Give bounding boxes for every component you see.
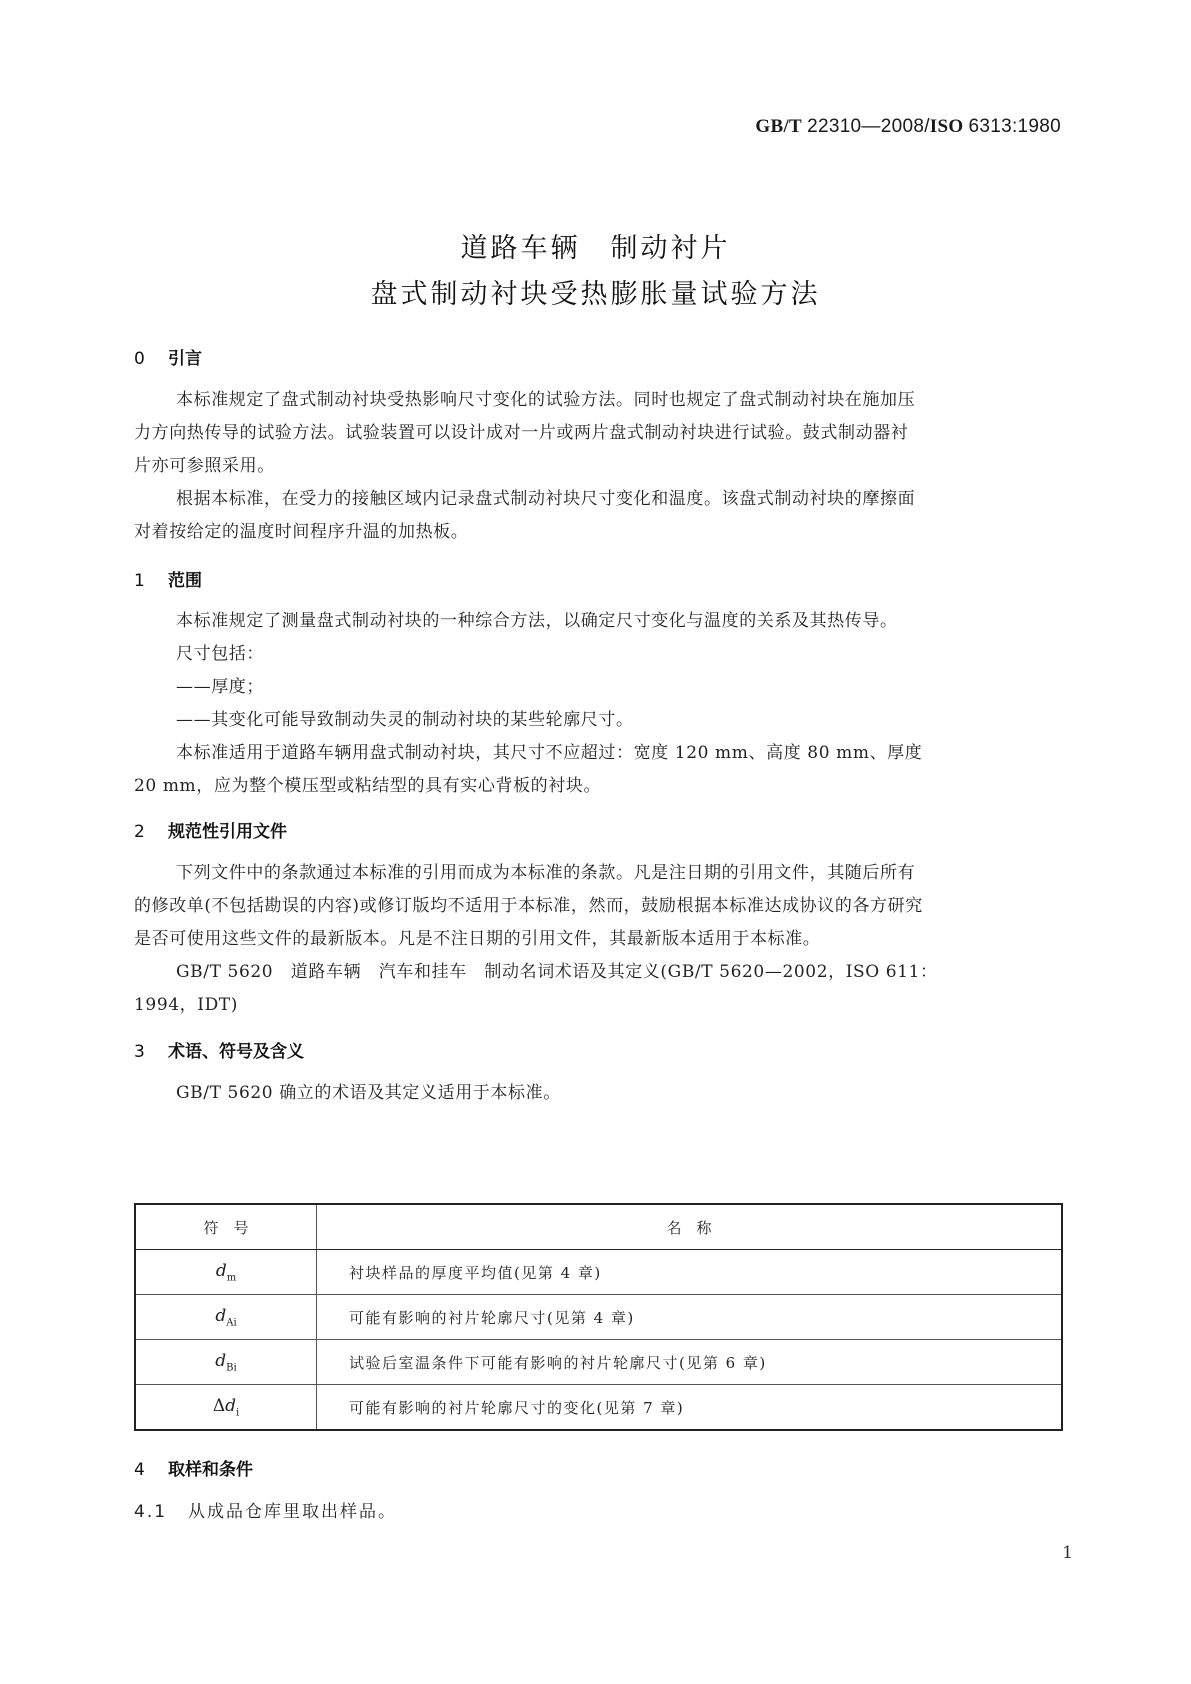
section-title: 取样和条件: [168, 1460, 253, 1480]
section-title: 范围: [168, 571, 202, 591]
section-title: 引言: [168, 349, 202, 369]
text-line: 力方向热传导的试验方法。试验装置可以设计成对一片或两片盘式制动衬块进行试验。鼓式制动器衬: [134, 423, 909, 443]
symbol-cell: $d_m$: [135, 1250, 317, 1295]
clause-4-1: [134, 1497, 397, 1522]
section-1-body: [134, 605, 1062, 803]
name-cell: 衬块样品的厚度平均值(见第 4 章): [317, 1250, 1063, 1295]
iso-number: 6313:1980: [968, 116, 1061, 137]
page-number: 1: [1062, 1543, 1073, 1563]
title-line-1: 道路车辆 制动衬片: [460, 233, 731, 264]
reference-entry: 1994，IDT): [134, 995, 238, 1015]
section-number: 2: [134, 822, 145, 842]
name-cell: 可能有影响的衬片轮廓尺寸(见第 4 章): [317, 1295, 1063, 1340]
standard-code: [755, 116, 1061, 138]
table-row: [135, 1250, 1062, 1295]
name-cell: 可能有影响的衬片轮廓尺寸的变化(见第 7 章): [317, 1385, 1063, 1431]
section-0-paragraph-1: [134, 384, 1062, 483]
text-line: 本标准规定了测量盘式制动衬块的一种综合方法，以确定尺寸变化与温度的关系及其热传导。: [176, 611, 898, 631]
section-number: 1: [134, 571, 145, 591]
section-number: 4: [134, 1460, 145, 1480]
section-3-body: [134, 1077, 1062, 1110]
section-number: 3: [134, 1042, 145, 1062]
name-cell: 试验后室温条件下可能有影响的衬片轮廓尺寸(见第 6 章): [317, 1340, 1063, 1385]
column-header-symbol: 符 号: [135, 1204, 317, 1250]
table-row: [135, 1385, 1062, 1431]
reference-entry: GB/T 5620 道路车辆 汽车和挂车 制动名词术语及其定义(GB/T 5620—2002，ISO 611：: [176, 962, 938, 982]
symbol-cell: $d_{Ai}$: [135, 1295, 317, 1340]
title-line-2: 盘式制动衬块受热膨胀量试验方法: [370, 279, 821, 310]
section-0-heading: [134, 344, 202, 369]
section-2-body: [134, 857, 1062, 1022]
section-4-heading: [134, 1455, 253, 1480]
table-row: [135, 1295, 1062, 1340]
text-line: 本标准规定了盘式制动衬块受热影响尺寸变化的试验方法。同时也规定了盘式制动衬块在施加压: [176, 390, 916, 410]
standard-prefix: GB/T: [755, 116, 803, 137]
text-line: 是否可使用这些文件的最新版本。凡是不注日期的引用文件，其最新版本适用于本标准。: [134, 929, 821, 949]
text-line: 本标准适用于道路车辆用盘式制动衬块，其尺寸不应超过：宽度 120 mm、高度 80 mm、厚度: [176, 743, 923, 763]
section-title: 规范性引用文件: [168, 822, 287, 842]
symbols-table: [134, 1203, 1063, 1431]
table-header-row: [135, 1204, 1062, 1250]
table-row: [135, 1340, 1062, 1385]
clause-text: 从成品仓库里取出样品。: [188, 1502, 397, 1522]
standard-number: 22310—2008/: [807, 116, 930, 137]
section-3-heading: [134, 1037, 304, 1062]
section-2-heading: [134, 817, 287, 842]
text-line: 片亦可参照采用。: [134, 456, 275, 476]
section-1-heading: [134, 566, 202, 591]
text-line: GB/T 5620 确立的术语及其定义适用于本标准。: [176, 1083, 561, 1103]
section-0-paragraph-2: [134, 483, 1062, 549]
text-line: 的修改单(不包括勘误的内容)或修订版均不适用于本标准，然而，鼓励根据本标准达成协议的各方研究: [134, 896, 923, 916]
list-item: ——其变化可能导致制动失灵的制动衬块的某些轮廓尺寸。: [176, 710, 634, 730]
column-header-name: 名 称: [317, 1204, 1063, 1250]
symbol-cell: $d_{Bi}$: [135, 1340, 317, 1385]
text-line: 尺寸包括：: [176, 644, 264, 664]
text-line: 根据本标准，在受力的接触区域内记录盘式制动衬块尺寸变化和温度。该盘式制动衬块的摩擦面: [176, 489, 916, 509]
text-line: 对着按给定的温度时间程序升温的加热板。: [134, 522, 469, 542]
iso-prefix: ISO: [929, 116, 964, 137]
section-number: 0: [134, 349, 145, 369]
list-item: ——厚度；: [176, 677, 264, 697]
symbol-cell: $\Delta d_i$: [135, 1385, 317, 1431]
text-line: 下列文件中的条款通过本标准的引用而成为本标准的条款。凡是注日期的引用文件，其随后所有: [176, 863, 916, 883]
text-line: 20 mm，应为整个模压型或粘结型的具有实心背板的衬块。: [134, 776, 602, 796]
section-title: 术语、符号及含义: [168, 1042, 304, 1062]
clause-number: 4.1: [134, 1502, 168, 1522]
